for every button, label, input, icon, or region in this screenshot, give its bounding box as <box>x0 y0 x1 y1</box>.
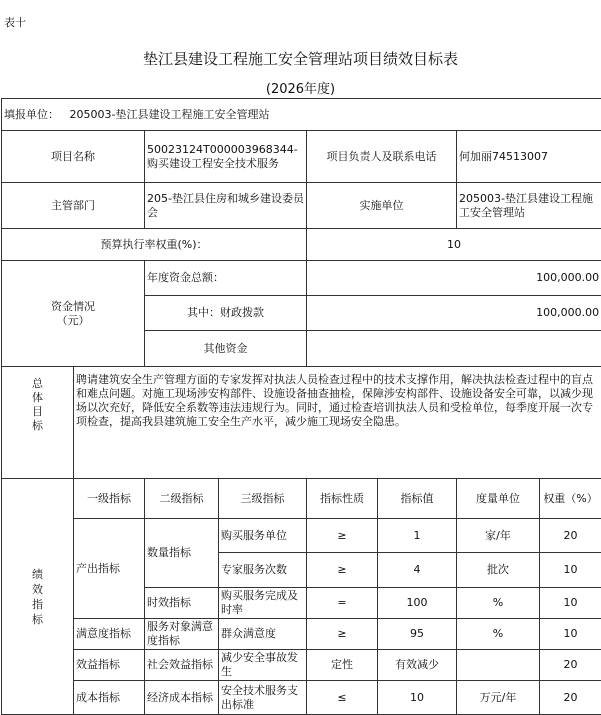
column-header: 三级指标 <box>219 479 307 519</box>
funds-fiscal-value: 100,000.00 <box>307 296 601 331</box>
goal-label-char: 总 <box>4 377 71 391</box>
funds-fiscal-label: 其中：财政拨款 <box>145 296 307 331</box>
project-name-value: 50023124T000003968344-购买建设工程安全技术服务 <box>145 131 307 183</box>
l1-cell: 效益指标 <box>74 650 145 681</box>
l3-cell: 减少安全事故发生 <box>219 650 307 681</box>
funds-label: 资金情况 <box>4 300 142 314</box>
year-subtitle: (2026年度) <box>0 78 601 97</box>
funds-label-cell <box>2 261 145 367</box>
goal-label <box>2 367 74 479</box>
l2-cell: 数量指标 <box>145 519 219 588</box>
table-number: 表十 <box>4 14 26 30</box>
column-header: 度量单位 <box>457 479 540 519</box>
perf-header-row <box>2 479 601 519</box>
unit-cell: % <box>457 588 540 619</box>
table-row <box>2 619 601 650</box>
l2-cell: 时效指标 <box>145 588 219 619</box>
nature-cell: = <box>307 588 378 619</box>
goal-label-char: 体 <box>4 391 71 405</box>
unit-cell: 万元/年 <box>457 681 540 715</box>
unit-cell: 批次 <box>457 553 540 588</box>
value-cell: 有效减少 <box>378 650 457 681</box>
page-title: 垫江县建设工程施工安全管理站项目绩效目标表 <box>0 48 601 69</box>
column-header: 指标值 <box>378 479 457 519</box>
weight-cell: 20 <box>540 519 601 553</box>
l2-cell: 经济成本指标 <box>145 681 219 715</box>
l1-cell: 产出指标 <box>74 519 145 619</box>
funds-other-label: 其他资金 <box>145 331 307 367</box>
l3-cell: 专家服务次数 <box>219 553 307 588</box>
l1-cell: 满意度指标 <box>74 619 145 650</box>
value-cell: 100 <box>378 588 457 619</box>
table-row <box>2 681 601 715</box>
project-name-label: 项目名称 <box>2 131 145 183</box>
budget-weight-value: 10 <box>307 229 601 261</box>
performance-target-table <box>1 98 601 715</box>
weight-cell: 10 <box>540 588 601 619</box>
reporting-unit-row <box>2 99 601 131</box>
weight-cell: 20 <box>540 650 601 681</box>
perf-label-char: 指 <box>4 597 71 612</box>
nature-cell: ≤ <box>307 681 378 715</box>
column-header: 一级指标 <box>74 479 145 519</box>
goal-text: 聘请建筑安全生产管理方面的专家发挥对执法人员检查过程中的技术支撑作用，解决执法检查过程中的盲点和难点问题。对施工现场涉安构部件、设施设备抽查抽检，保障涉安构部件、设施设备安全可靠，以减少现场以次充好，降低安全系数等违法违规行为。同时，通过检查培训执法人员和受检单位，每季度开展一次专项检查，提高我县建筑施工安全生产水平，减少施工现场安全隐患。 <box>74 367 601 479</box>
reporting-unit-label: 填报单位： <box>4 108 59 121</box>
table-row <box>2 519 601 553</box>
table-row <box>2 650 601 681</box>
perf-label-char: 绩 <box>4 567 71 582</box>
weight-cell: 10 <box>540 619 601 650</box>
column-header: 二级指标 <box>145 479 219 519</box>
unit-cell: 家/年 <box>457 519 540 553</box>
dept-value: 205-垫江县住房和城乡建设委员会 <box>145 183 307 229</box>
l2-cell: 服务对象满意度指标 <box>145 619 219 650</box>
l3-cell: 安全技术服务支出标准 <box>219 681 307 715</box>
nature-cell: 定性 <box>307 650 378 681</box>
nature-cell: ≥ <box>307 553 378 588</box>
impl-value: 205003-垫江县建设工程施工安全管理站 <box>457 183 601 229</box>
nature-cell: ≥ <box>307 519 378 553</box>
column-header: 指标性质 <box>307 479 378 519</box>
impl-label: 实施单位 <box>307 183 457 229</box>
unit-cell: % <box>457 619 540 650</box>
budget-weight-label: 预算执行率权重(%)： <box>2 229 307 261</box>
l3-cell: 购买服务单位 <box>219 519 307 553</box>
dept-label: 主管部门 <box>2 183 145 229</box>
perf-label-char: 效 <box>4 582 71 597</box>
column-header: 权重（%） <box>540 479 601 519</box>
unit-cell <box>457 650 540 681</box>
value-cell: 1 <box>378 519 457 553</box>
contact-value: 何加丽74513007 <box>457 131 601 183</box>
contact-label: 项目负责人及联系电话 <box>307 131 457 183</box>
l1-cell: 成本指标 <box>74 681 145 715</box>
reporting-unit-value: 205003-垫江县建设工程施工安全管理站 <box>70 108 270 121</box>
goal-label-char: 目 <box>4 405 71 419</box>
funds-other-value <box>307 331 601 367</box>
weight-cell: 20 <box>540 681 601 715</box>
weight-cell: 10 <box>540 553 601 588</box>
goal-label-char: 标 <box>4 419 71 433</box>
funds-unit: （元） <box>4 314 142 328</box>
nature-cell: ≥ <box>307 619 378 650</box>
l3-cell: 群众满意度 <box>219 619 307 650</box>
funds-total-label: 年度资金总额： <box>145 261 307 296</box>
value-cell: 95 <box>378 619 457 650</box>
l3-cell: 购买服务完成及时率 <box>219 588 307 619</box>
l2-cell: 社会效益指标 <box>145 650 219 681</box>
funds-total-value: 100,000.00 <box>307 261 601 296</box>
value-cell: 4 <box>378 553 457 588</box>
value-cell: 10 <box>378 681 457 715</box>
perf-label-char: 标 <box>4 612 71 627</box>
perf-label <box>2 479 74 715</box>
